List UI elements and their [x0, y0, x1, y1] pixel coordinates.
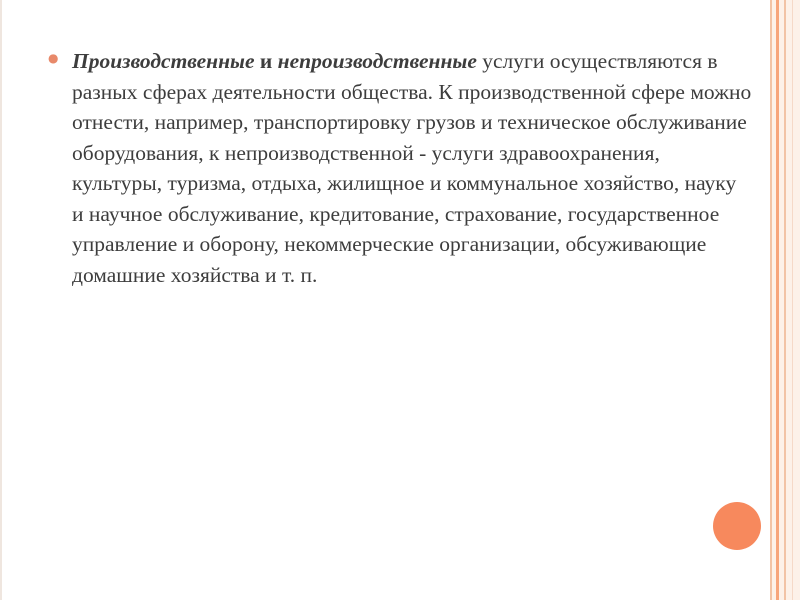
connector-word: и [259, 49, 273, 73]
term-nonproduction: непроизводственные [277, 49, 477, 73]
term-production: Производственные [72, 49, 255, 73]
decorative-stripe [792, 0, 793, 600]
decorative-stripe [776, 0, 779, 600]
left-border [0, 0, 2, 600]
decorative-circle [713, 502, 761, 550]
decorative-stripe [770, 0, 772, 600]
body-paragraph [72, 46, 752, 290]
slide-content [48, 46, 752, 290]
decorative-stripe [784, 0, 786, 600]
paragraph-body-text: услуги осуществляются в разных сферах деятельности общества. К производственной сфере можно отнести, например, транспортировку грузов и техническое обслуживание оборудования, к непроизводственной - услуги здравоохранения, культуры, туризма, отдыха, жилищное и коммунальное хозяйство, науку и научное обслуживание, кредитование, страхование, государственное управление и оборону, некоммерческие организации, обсуживающие домашние хозяйства и т. п. [72, 49, 752, 287]
bullet-icon: ● [48, 51, 59, 65]
